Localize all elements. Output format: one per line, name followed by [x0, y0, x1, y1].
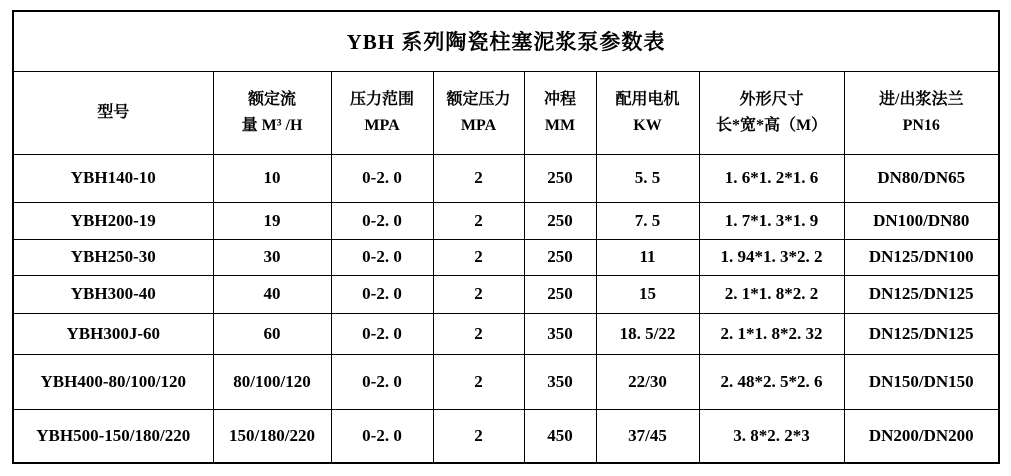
cell: 11: [596, 239, 699, 275]
column-header-line2: MPA: [460, 116, 497, 134]
cell: 250: [524, 154, 596, 202]
cell: 450: [524, 409, 596, 463]
cell: 2: [433, 202, 524, 239]
column-header-line2: 长*宽*高（M）: [715, 116, 828, 134]
cell: 0-2. 0: [331, 409, 433, 463]
column-header-6: [699, 71, 844, 154]
cell: 19: [213, 202, 331, 239]
column-header-line1: 压力范围: [349, 90, 414, 108]
cell: YBH500-150/180/220: [13, 409, 213, 463]
cell: YBH200-19: [13, 202, 213, 239]
cell: 30: [213, 239, 331, 275]
cell: 0-2. 0: [331, 275, 433, 313]
cell: 150/180/220: [213, 409, 331, 463]
cell: YBH400-80/100/120: [13, 354, 213, 409]
cell: 3. 8*2. 2*3: [699, 409, 844, 463]
column-header-2: [331, 71, 433, 154]
column-header-line1: 配用电机: [615, 90, 680, 108]
cell: DN100/DN80: [844, 202, 999, 239]
table-row: [13, 239, 999, 275]
cell: 2: [433, 313, 524, 354]
cell: 1. 7*1. 3*1. 9: [699, 202, 844, 239]
cell: YBH250-30: [13, 239, 213, 275]
cell: 7. 5: [596, 202, 699, 239]
cell: DN80/DN65: [844, 154, 999, 202]
cell: 0-2. 0: [331, 313, 433, 354]
cell: YBH300-40: [13, 275, 213, 313]
cell: YBH300J-60: [13, 313, 213, 354]
column-header-line1: 外形尺寸: [739, 90, 804, 108]
table-row: [13, 354, 999, 409]
cell: 0-2. 0: [331, 354, 433, 409]
cell: 350: [524, 354, 596, 409]
column-header-line1: 额定压力: [446, 90, 511, 108]
cell: YBH140-10: [13, 154, 213, 202]
column-header-line2: MM: [544, 116, 576, 134]
cell: 18. 5/22: [596, 313, 699, 354]
column-header-3: [433, 71, 524, 154]
table-row: [13, 202, 999, 239]
column-header-1: [213, 71, 331, 154]
cell: 2: [433, 354, 524, 409]
column-header-5: [596, 71, 699, 154]
cell: 15: [596, 275, 699, 313]
cell: 5. 5: [596, 154, 699, 202]
cell: 250: [524, 239, 596, 275]
cell: 2. 48*2. 5*2. 6: [699, 354, 844, 409]
column-header-line2: MPA: [364, 116, 400, 134]
cell: 22/30: [596, 354, 699, 409]
column-header-line1: 型号: [97, 103, 130, 121]
cell: 350: [524, 313, 596, 354]
header-row: [13, 71, 999, 154]
table-title: YBH 系列陶瓷柱塞泥浆泵参数表: [13, 11, 999, 71]
cell: 250: [524, 202, 596, 239]
table-body: [13, 154, 999, 463]
cell: 250: [524, 275, 596, 313]
column-header-7: [844, 71, 999, 154]
cell: 2: [433, 275, 524, 313]
column-header-line1: 冲程: [543, 90, 576, 108]
table-title-row: [13, 11, 999, 71]
table-row: [13, 313, 999, 354]
column-header-line2: KW: [633, 116, 662, 134]
cell: DN150/DN150: [844, 354, 999, 409]
column-header-line2: 量 M³ /H: [241, 116, 303, 134]
cell: 0-2. 0: [331, 202, 433, 239]
cell: DN125/DN100: [844, 239, 999, 275]
column-header-0: [13, 71, 213, 154]
column-header-line1: 进/出浆法兰: [879, 90, 964, 108]
cell: 1. 6*1. 2*1. 6: [699, 154, 844, 202]
cell: DN125/DN125: [844, 313, 999, 354]
cell: 0-2. 0: [331, 239, 433, 275]
cell: 80/100/120: [213, 354, 331, 409]
column-header-4: [524, 71, 596, 154]
cell: 40: [213, 275, 331, 313]
column-header-line1: 额定流: [247, 90, 296, 108]
cell: 10: [213, 154, 331, 202]
cell: 2: [433, 409, 524, 463]
cell: 1. 94*1. 3*2. 2: [699, 239, 844, 275]
cell: DN125/DN125: [844, 275, 999, 313]
cell: 37/45: [596, 409, 699, 463]
cell: 2. 1*1. 8*2. 2: [699, 275, 844, 313]
table-row: [13, 275, 999, 313]
cell: 60: [213, 313, 331, 354]
cell: DN200/DN200: [844, 409, 999, 463]
cell: 2. 1*1. 8*2. 32: [699, 313, 844, 354]
parameters-table: [12, 10, 1000, 464]
cell: 0-2. 0: [331, 154, 433, 202]
table-row: [13, 409, 999, 463]
table-row: [13, 154, 999, 202]
cell: 2: [433, 239, 524, 275]
column-header-line2: PN16: [902, 116, 940, 134]
cell: 2: [433, 154, 524, 202]
